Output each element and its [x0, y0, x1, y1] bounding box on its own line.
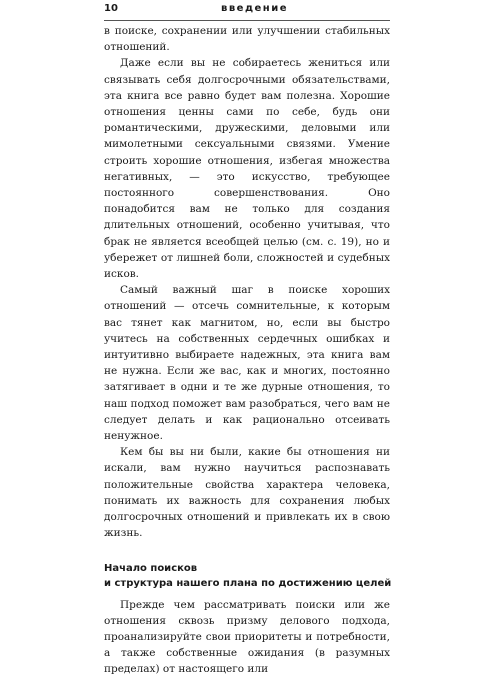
- body-text: [104, 23, 390, 678]
- book-page: [104, 0, 390, 678]
- paragraph: Прежде чем рассматривать поиски или же отношения сквозь призму делового подхода, проанализируйте свои приоритеты и потребности, а также собственные ожидания (в разумных пределах) от настоящего или: [104, 598, 390, 676]
- running-head: [104, 0, 390, 21]
- page-number: 10: [104, 3, 118, 14]
- paragraph: Кем бы вы ни были, какие бы отношения ни искали, вам нужно научиться распознавать положительные свойства характера человека, понимать их важность для сохранения любых долгосрочных отношений и привлекать их в свою жизнь.: [104, 446, 390, 540]
- heading-line: и структура нашего плана по достижению целей: [104, 577, 392, 589]
- paragraph: Даже если вы не собираетесь жениться или связывать себя долгосрочными обязательствами, эта книга все равно будет вам полезна. Хорошие отношения ценны сами по себе, будь они романтическими, дружескими, деловыми или мимолетными сексуальными связями. Умение строить хорошие отношения, избегая множества негативных, — это искусство, требующее постоянного совершенствования. Оно понадобится вам не только для создания длительных отношений, особенно учитывая, что брак не является всеобщей целью (см. с. 19), но и убережет от лишней боли, сложностей и судебных исков.: [104, 57, 390, 281]
- section-heading: [104, 561, 390, 591]
- paragraph-continued: в поиске, сохранении или улучшении стабильных отношений.: [104, 25, 390, 54]
- paragraph: Самый важный шаг в поиске хороших отношений — отсечь сомнительные, к которым вас тянет как магнитом, но, если вы быстро учитесь на собственных сердечных ошибках и интуитивно выбираете надежных, эта книга вам не нужна. Если же вас, как и многих, постоянно затягивает в одни и те же дурные отношения, то наш подход поможет вам разобраться, чего вам не следует делать и как рационально отсеивать ненужное.: [104, 284, 390, 443]
- heading-line: Начало поисков: [104, 562, 198, 574]
- section-title: введение: [221, 3, 288, 14]
